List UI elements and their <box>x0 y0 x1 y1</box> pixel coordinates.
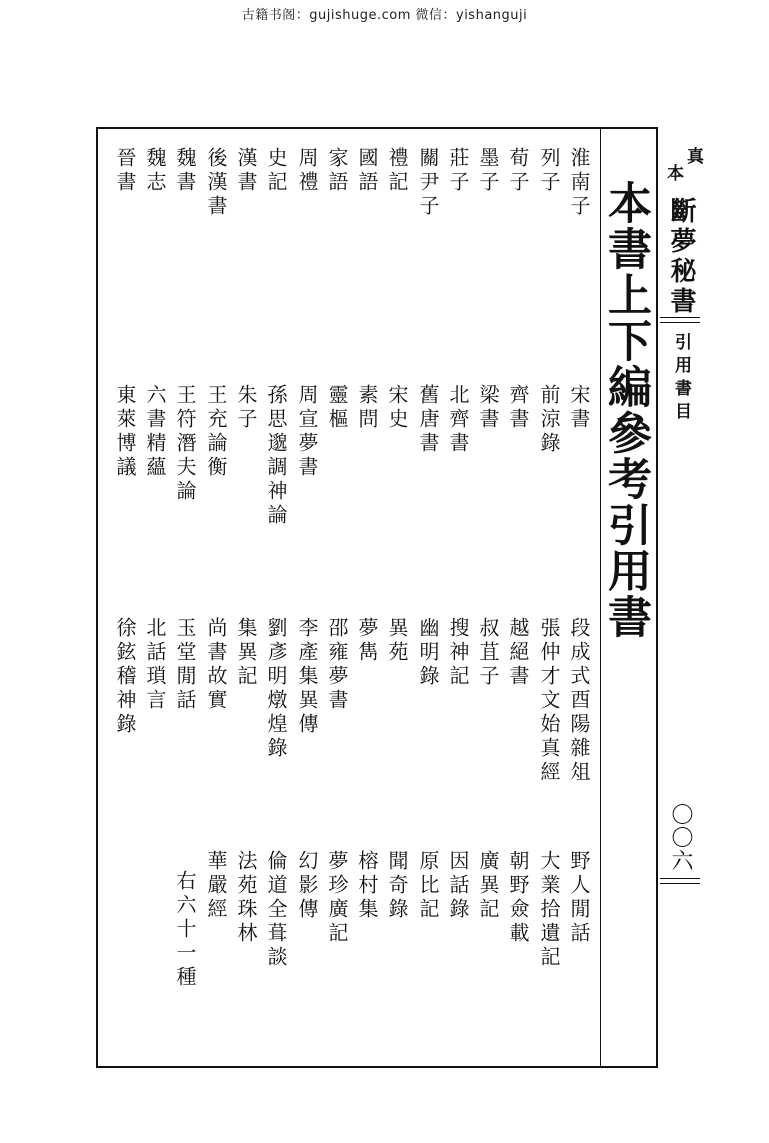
book-entry: 宋史 <box>385 384 409 432</box>
book-entry: 榕村集 <box>355 850 379 922</box>
book-entry: 夢珍廣記 <box>325 850 349 946</box>
book-entry: 六書精蘊 <box>143 384 167 480</box>
book-entry: 李產集異傳 <box>295 617 319 737</box>
book-entry: 夢雋 <box>355 617 379 665</box>
book-entry: 倫道全葺談 <box>264 850 288 970</box>
book-entry: 梁書 <box>476 384 500 432</box>
section-label: 引用書目 <box>671 333 691 425</box>
margin-rule-upper-2 <box>660 322 700 323</box>
book-entry: 齊書 <box>506 384 530 432</box>
book-entry: 素問 <box>355 384 379 432</box>
book-entry: 徐鉉稽神錄 <box>113 617 137 737</box>
book-entry: 宋書 <box>567 384 591 432</box>
page-number: 〇〇六 <box>668 803 693 872</box>
book-entry: 禮記 <box>385 147 409 195</box>
book-entry: 後漢書 <box>204 147 228 219</box>
margin-rule-lower-1 <box>660 878 700 879</box>
book-entry: 段成式酉陽雜俎 <box>567 617 591 785</box>
book-entry: 漢書 <box>234 147 258 195</box>
book-entry: 異苑 <box>385 617 409 665</box>
book-entry: 淮南子 <box>567 147 591 219</box>
book-entry: 王符潛夫論 <box>173 384 197 504</box>
book-entry: 關尹子 <box>416 147 440 219</box>
book-entry: 國語 <box>355 147 379 195</box>
edition-label-line2: 本 <box>663 164 683 181</box>
book-entry: 荀子 <box>506 147 530 195</box>
book-entry: 幻影傳 <box>295 850 319 922</box>
page-title: 本書上下編參考引用書 <box>600 180 651 640</box>
book-entry: 史記 <box>264 147 288 195</box>
book-entry: 集異記 <box>234 617 258 689</box>
book-entry: 家語 <box>325 147 349 195</box>
book-entry: 孫思邈調神論 <box>264 384 288 528</box>
margin-rule-lower-2 <box>660 883 700 884</box>
book-entry: 朝野僉載 <box>506 850 530 946</box>
book-entry: 晉書 <box>113 147 137 195</box>
book-entry: 王充論衡 <box>204 384 228 480</box>
book-entry: 華嚴經 <box>204 850 228 922</box>
book-entry: 聞奇錄 <box>385 850 409 922</box>
book-entry: 因話錄 <box>446 850 470 922</box>
edition-label-line1: 真 <box>683 147 703 164</box>
book-entry: 墨子 <box>476 147 500 195</box>
book-entry: 魏書 <box>173 147 197 195</box>
book-entry: 魏志 <box>143 147 167 195</box>
book-entry: 原比記 <box>416 850 440 922</box>
book-entry: 搜神記 <box>446 617 470 689</box>
watermark-text: 古籍书阁：gujishuge.com 微信：yishanguji <box>241 8 528 23</box>
book-entry: 莊子 <box>446 147 470 195</box>
book-entry: 邵雍夢書 <box>325 617 349 713</box>
book-entry: 靈樞 <box>325 384 349 432</box>
book-entry: 北齊書 <box>446 384 470 456</box>
book-entry: 叔苴子 <box>476 617 500 689</box>
book-entry: 前涼錄 <box>537 384 561 456</box>
book-entry: 大業拾遺記 <box>537 850 561 970</box>
book-entry: 東萊博議 <box>113 384 137 480</box>
book-entry: 列子 <box>537 147 561 195</box>
book-entry: 舊唐書 <box>416 384 440 456</box>
book-entry: 周宣夢書 <box>295 384 319 480</box>
book-entry: 周禮 <box>295 147 319 195</box>
total-count: 右六十一種 <box>173 870 197 990</box>
book-entry: 幽明錄 <box>416 617 440 689</box>
book-entry: 北話瑣言 <box>143 617 167 713</box>
book-entry: 尚書故實 <box>204 617 228 713</box>
book-entry: 野人閒話 <box>567 850 591 946</box>
book-entry: 法苑珠林 <box>234 850 258 946</box>
book-entry: 朱子 <box>234 384 258 432</box>
book-entry: 張仲才文始真經 <box>537 617 561 785</box>
book-entry: 廣異記 <box>476 850 500 922</box>
book-entry: 越絕書 <box>506 617 530 689</box>
book-entry: 玉堂閒話 <box>173 617 197 713</box>
margin-rule-upper-1 <box>660 317 700 318</box>
book-title: 斷夢秘書 <box>666 197 696 317</box>
book-entry: 劉彥明燉煌錄 <box>264 617 288 761</box>
